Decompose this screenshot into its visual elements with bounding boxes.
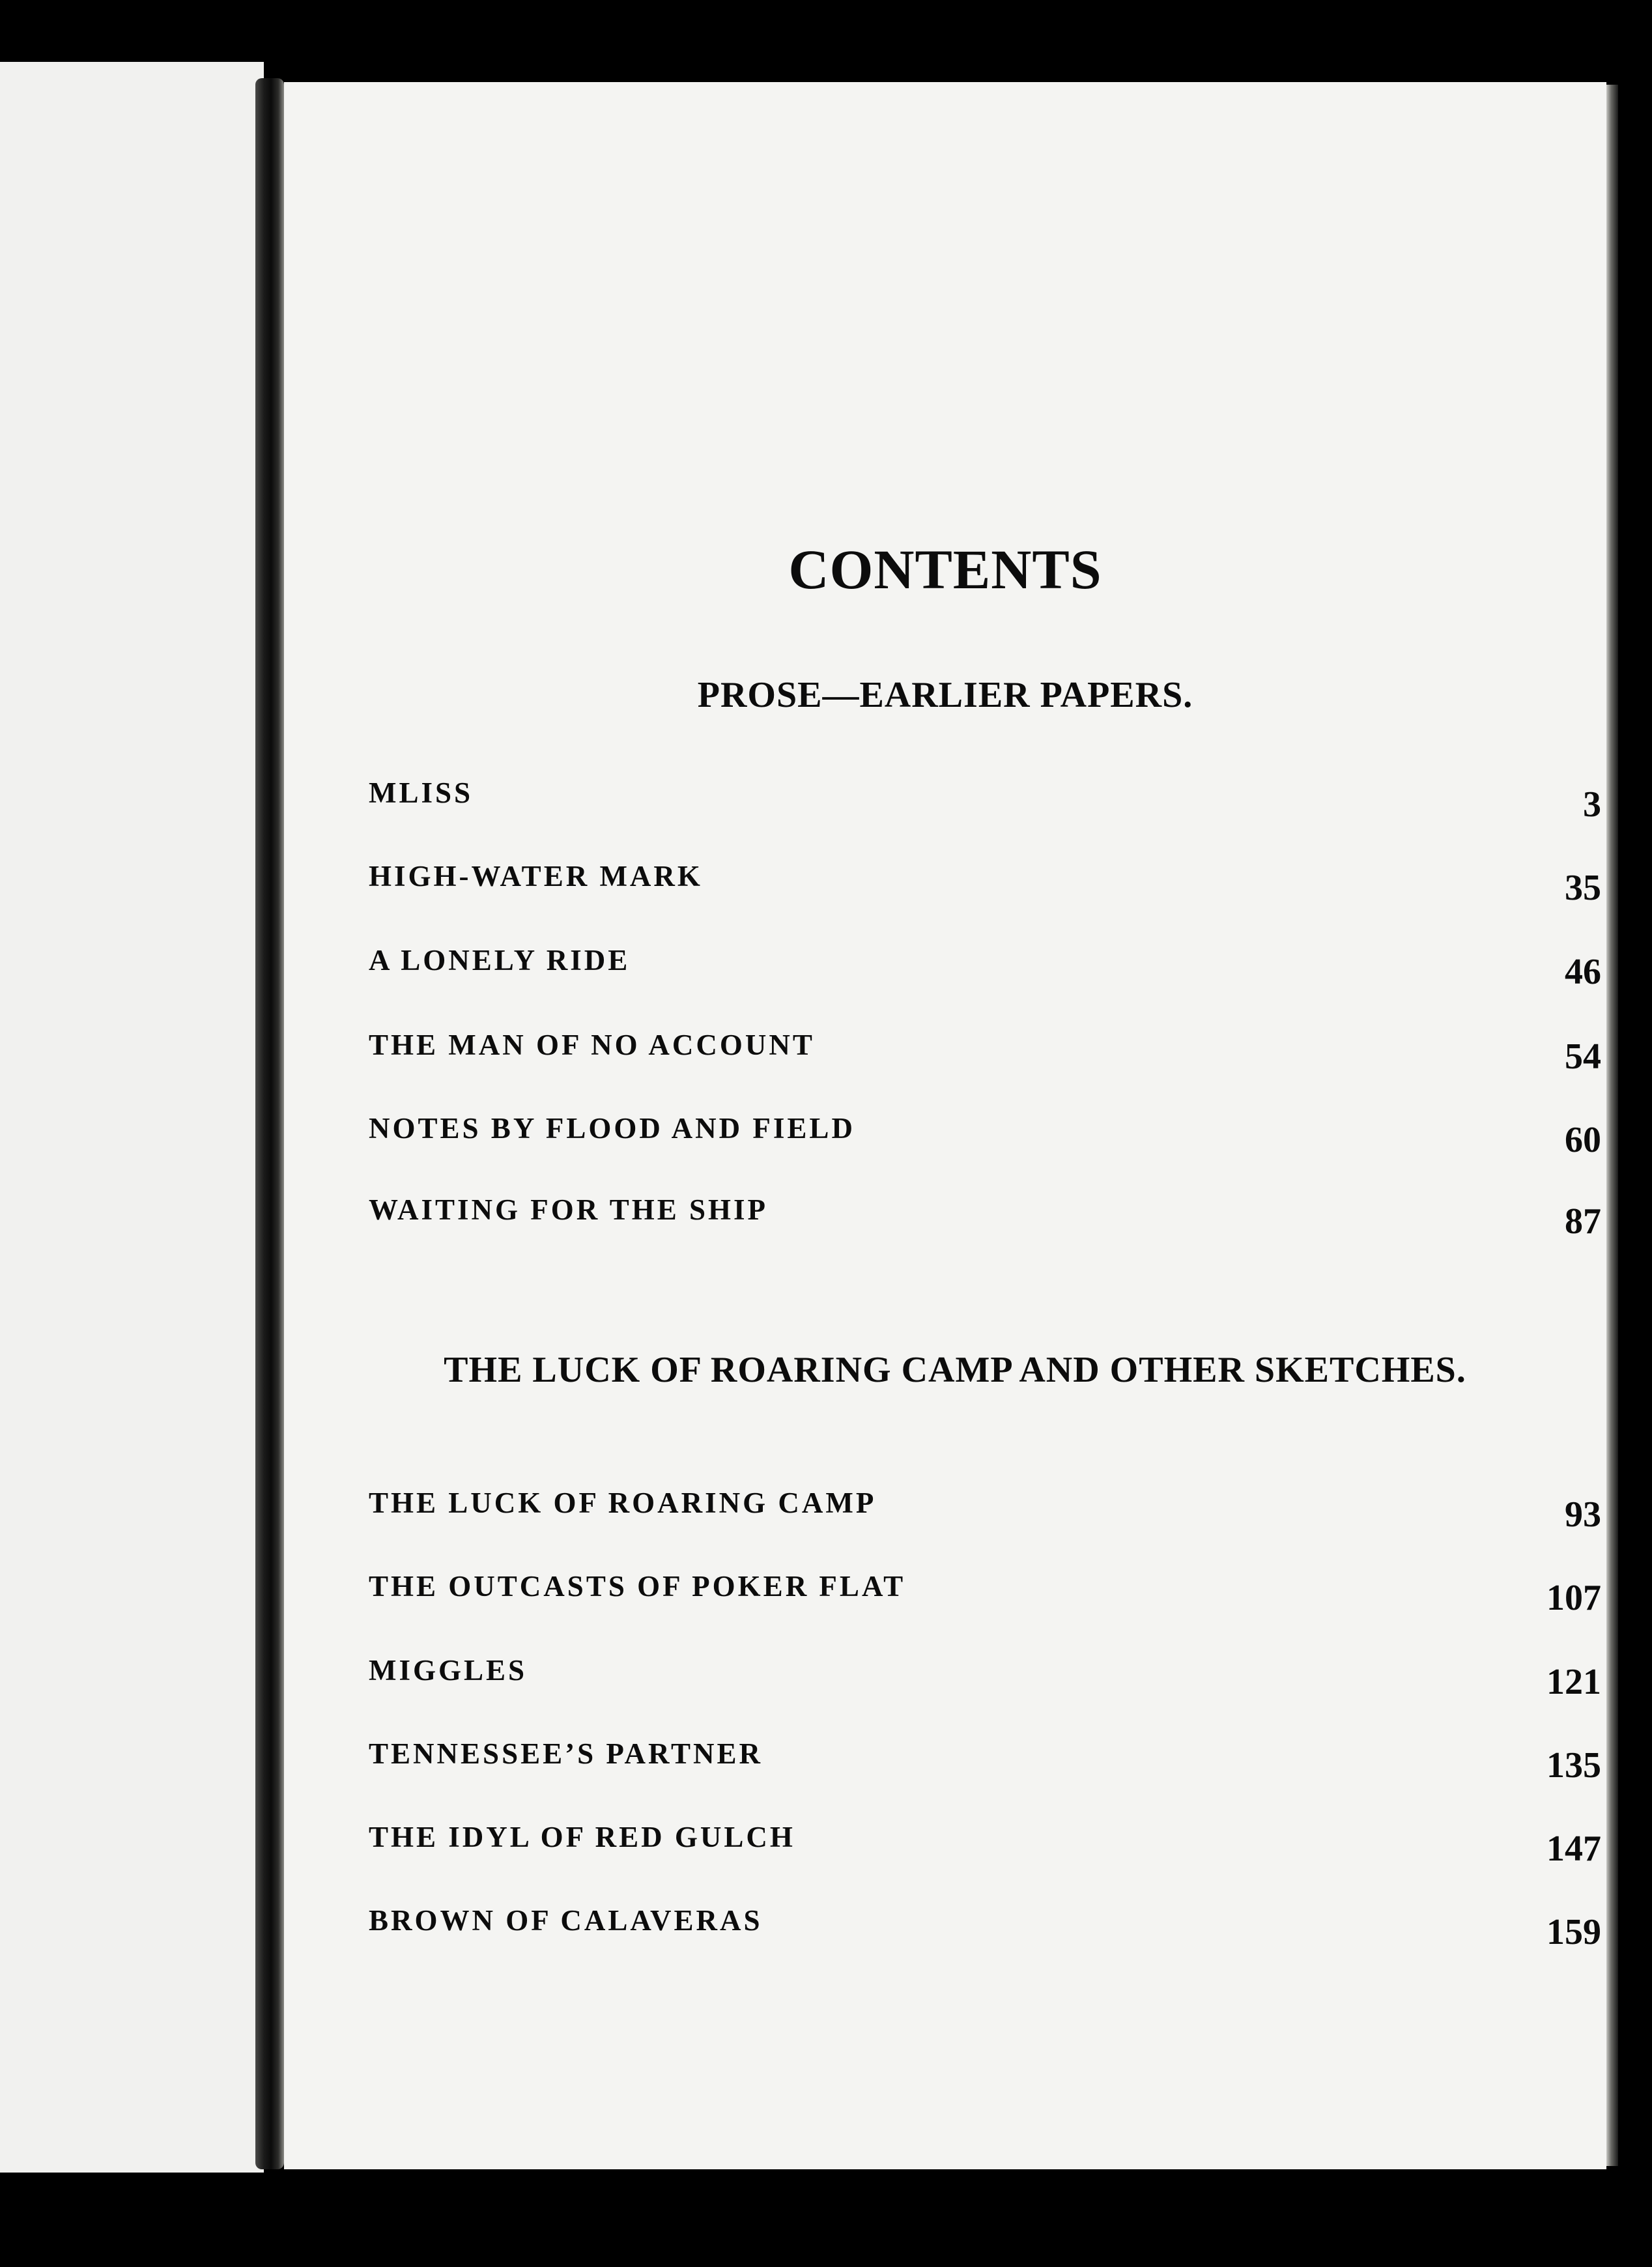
toc-entry-title: TENNESSEE’S PARTNER [369,1737,763,1770]
toc-entry [369,1486,1606,1538]
toc-entry-page: 3 [1583,784,1601,825]
toc-entry-title: BROWN OF CALAVERAS [369,1904,763,1937]
toc-entry-title: MLISS [369,777,474,809]
toc-entry [369,776,1606,828]
toc-entry-page: 107 [1546,1578,1601,1618]
toc-entry-title: HIGH-WATER MARK [369,860,703,892]
toc-entry [369,1569,1606,1621]
toc-entry-title: THE OUTCASTS OF POKER FLAT [369,1570,906,1603]
section-heading-luck-of-roaring-camp: THE LUCK OF ROARING CAMP AND OTHER SKETCHES. [444,1350,1466,1390]
toc-entry-page: 93 [1565,1494,1601,1535]
toc-entry-page: 46 [1565,952,1601,992]
toc-entry-page: 60 [1565,1120,1601,1160]
toc-entry [369,1737,1606,1789]
toc-entry [369,1193,1606,1245]
toc-entry-page: 147 [1546,1829,1601,1869]
toc-entry-title: THE LUCK OF ROARING CAMP [369,1487,877,1519]
book-gutter [255,78,284,2169]
toc-entry-title: NOTES BY FLOOD AND FIELD [369,1112,855,1145]
toc-entry-page: 54 [1565,1036,1601,1077]
toc-entry [369,1028,1606,1080]
toc-entry [369,1903,1606,1956]
toc-entry-page: 135 [1546,1745,1601,1786]
page-title: CONTENTS [788,538,1102,601]
toc-entry-title: MIGGLES [369,1654,528,1687]
toc-entry-page: 159 [1546,1912,1601,1952]
toc-entry-page: 87 [1565,1201,1601,1242]
toc-entry-title: A LONELY RIDE [369,944,631,977]
toc-entry [369,943,1606,995]
toc-entry-page: 121 [1546,1662,1601,1702]
page-edge [1606,85,1618,2166]
toc-entry-page: 35 [1565,868,1601,908]
section-heading-prose: PROSE—EARLIER PAPERS. [697,675,1193,715]
contents-page [284,82,1606,2169]
toc-entry [369,1111,1606,1163]
toc-entry [369,1820,1606,1872]
toc-entry-title: THE IDYL OF RED GULCH [369,1821,795,1853]
left-page [0,62,264,2173]
toc-entry [369,1653,1606,1705]
toc-entry [369,859,1606,911]
toc-entry-title: THE MAN OF NO ACCOUNT [369,1029,815,1061]
toc-entry-title: WAITING FOR THE SHIP [369,1193,769,1226]
